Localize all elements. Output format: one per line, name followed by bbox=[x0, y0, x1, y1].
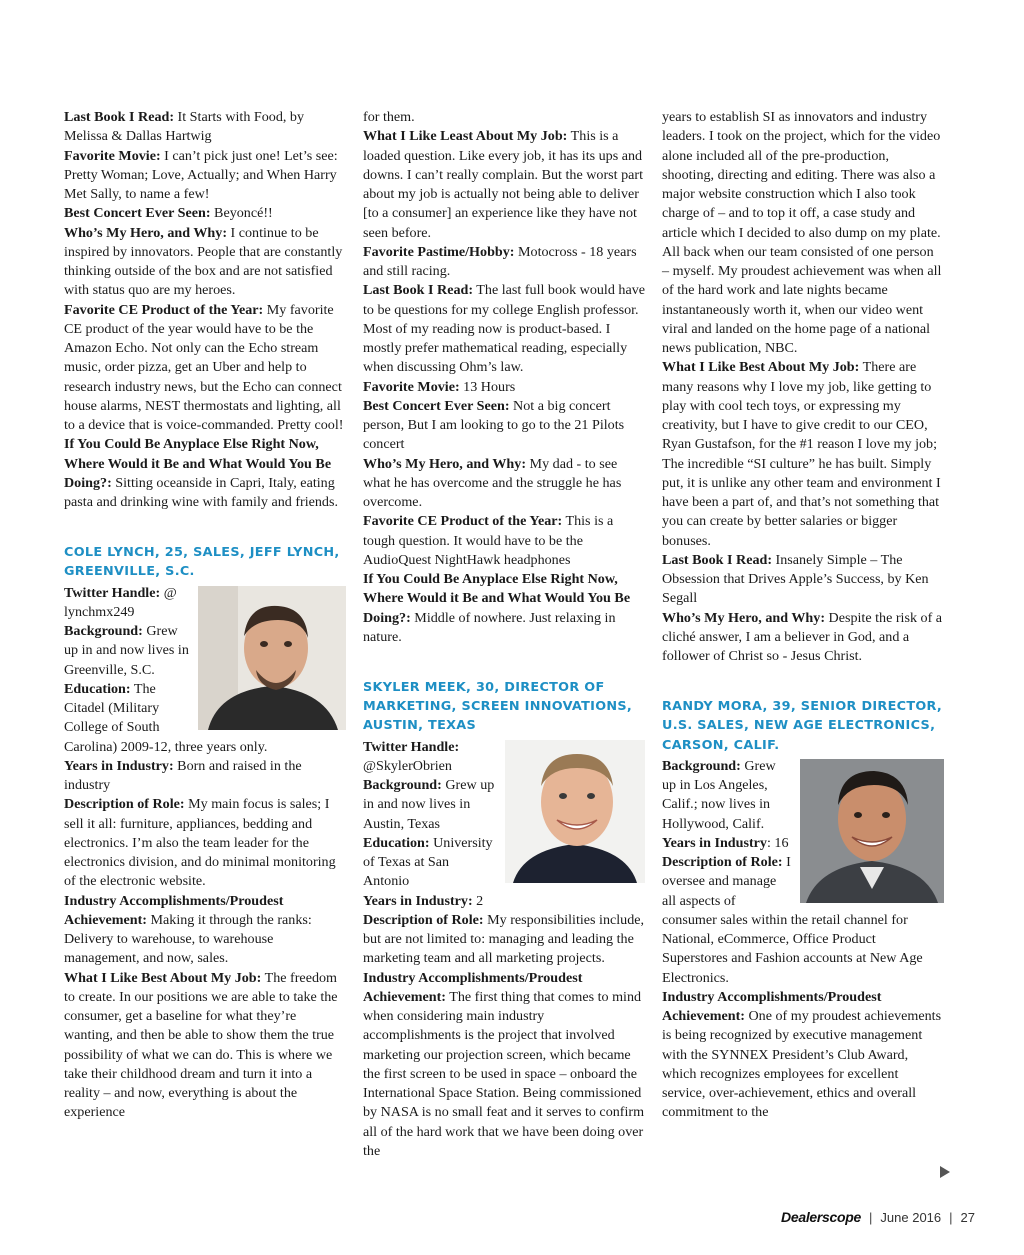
profile-photo-randy-mora bbox=[800, 759, 944, 903]
qa-item: If You Could Be Anyplace Else Right Now, Where Would it Be and What Would You Be Doing?: Middle of nowhere. Just relaxing in nature. bbox=[363, 571, 631, 645]
qa-item: Who’s My Hero, and Why: Despite the risk of a cliché answer, I am a believer in God, and a follower of Christ so - Jesus Christ. bbox=[662, 609, 943, 664]
profile-photo-skyler-meek bbox=[505, 740, 645, 883]
qa-item: for them. bbox=[363, 109, 415, 125]
qa-item: Background: Grew up in and now lives in Austin, Texas bbox=[363, 777, 495, 832]
qa-item: What I Like Best About My Job: There are many reasons why I love my job, like getting to play with cool tech toys, or expressing my creativity, but I have to give credit to our CEO, Ryan Gustafson, for the #1 reason I love my job; The incredible “SI culture” he has built. Simply put, it is unlike any other team and environment I have been a part of, and that’s not something that you can create by better salaries or bigger bonuses. bbox=[662, 359, 941, 549]
column-2 bbox=[363, 108, 645, 1161]
footer-separator: | bbox=[869, 1209, 873, 1225]
page-number: 27 bbox=[960, 1209, 975, 1225]
profile-top-section bbox=[64, 108, 346, 512]
continue-arrow-icon bbox=[940, 1166, 950, 1178]
qa-item: If You Could Be Anyplace Else Right Now, Where Would it Be and What Would You Be Doing?: Sitting oceanside in Capri, Italy, eating pasta and drinking wine with family and friends. bbox=[64, 436, 338, 510]
qa-item: Who’s My Hero, and Why: I continue to be inspired by innovators. People that are constantly thinking outside of the box and are not satisfied with status quo are my heroes. bbox=[64, 224, 343, 299]
qa-item: Twitter Handle: @SkylerObrien bbox=[363, 738, 460, 774]
qa-item: Education: University of Texas at San Antonio bbox=[363, 834, 493, 890]
qa-item: Favorite Movie: I can’t pick just one! Let’s see: Pretty Woman; Love, Actually; and When Harry Met Sally, to name a few! bbox=[64, 147, 338, 202]
qa-item: Background: Grew up in and now lives in Greenville, S.C. bbox=[64, 623, 189, 678]
qa-item: Last Book I Read: The last full book would have to be questions for my college English professor. Most of my reading now is product-based. I mostly prefer mathematical reading, especially when discussing Ohm’s law. bbox=[363, 282, 645, 376]
profile-heading: RANDY MORA, 39, SENIOR DIRECTOR, U.S. SALES, NEW AGE ELECTRONICS, CARSON, CALIF. bbox=[662, 699, 943, 753]
qa-item: Years in Industry: 16 bbox=[662, 834, 789, 851]
profile-photo-cole-lynch bbox=[198, 586, 346, 730]
profile-heading: SKYLER MEEK, 30, DIRECTOR OF MARKETING, SCREEN INNOVATIONS, AUSTIN, TEXAS bbox=[363, 680, 633, 734]
column-3 bbox=[662, 108, 944, 1123]
qa-item: Favorite Pastime/Hobby: Motocross - 18 years and still racing. bbox=[363, 243, 637, 279]
qa-item: Best Concert Ever Seen: Beyoncé!! bbox=[64, 205, 273, 222]
qa-item: Favorite Movie: 13 Hours bbox=[363, 378, 516, 395]
qa-item: Background: Grew up in Los Angeles, Calif.; now lives in Hollywood, Calif. bbox=[662, 757, 776, 832]
qa-item: years to establish SI as innovators and industry leaders. I took on the project, which for the video alone included all of the pre-production, shooting, directing and editing. There was also a major website construction which I also took charge of – and to top it off, a case study and article which I decided to also dump on my plate. All back when our team consisted of one person – myself. My proudest achievement was when all of the hard work and late nights became instantaneously worth it, when our video went viral and landed on the home page of a national news publication, NBC. bbox=[662, 109, 942, 356]
qa-item: What I Like Best About My Job: The freedom to create. In our positions we are able to take the consumer, get a baseline for what they’re wanting, and then be able to show them the true possibility of what we can do. This is where we take their childhood dream and turn it into a reality – and now, everything is about the experience bbox=[64, 969, 338, 1121]
qa-item: Description of Role: My main focus is sales; I sell it all: furniture, appliances, bedding and electronics. I’m also the team leader for the electronics division, and do minimal monitoring of the electronic website. bbox=[64, 796, 336, 890]
publication-logo: Dealerscope bbox=[781, 1209, 862, 1225]
qa-item: What I Like Least About My Job: This is a loaded question. Like every job, it has its ups and downs. I can’t really complain. But the worst part about my job is actually not being able to deliver [to a consumer] an experience like they have not seen before. bbox=[363, 128, 643, 241]
profile-top-section bbox=[363, 108, 645, 647]
qa-item: Who’s My Hero, and Why: My dad - to see what he has overcome and the struggle he has overcome. bbox=[363, 455, 622, 510]
qa-item: Last Book I Read: Insanely Simple – The Obsession that Drives Apple’s Success, by Ken Segall bbox=[662, 551, 929, 607]
qa-item: Best Concert Ever Seen: Not a big concert person, But I am looking to go to the 21 Pilots concert bbox=[363, 397, 625, 453]
qa-item: Industry Accomplishments/Proudest Achievement: The first thing that comes to mind when considering main industry accomplishments is the project that involved marketing our projection screen, which became the first screen to be used in space – onboard the International Space Station. Being commissioned by NASA is no small feat and it serves to confirm all of the hard work that we have been doing over the bbox=[363, 969, 645, 1159]
qa-item: Industry Accomplishments/Proudest Achievement: One of my proudest achievements is being recognized by executive management with the SYNNEX President’s Club Award, which recognizes employees for excellent service, over-achievement, ethics and overall commitment to the bbox=[662, 988, 942, 1121]
qa-item: Last Book I Read: It Starts with Food, by Melissa & Dallas Hartwig bbox=[64, 109, 305, 145]
column-1 bbox=[64, 108, 346, 1123]
page-footer bbox=[781, 1209, 975, 1225]
qa-item: Favorite CE Product of the Year: This is a tough question. It would have to be the AudioQuest NightHawk headphones bbox=[363, 513, 614, 568]
qa-item: Years in Industry: Born and raised in the industry bbox=[64, 757, 302, 794]
qa-item: Education: The Citadel (Military College of South Carolina) 2009-12, three years only. bbox=[64, 680, 268, 755]
qa-item: Description of Role: I oversee and manage all aspects of consumer sales within the retail channel for National, eCommerce, Office Product Superstores and Fashion accounts at New Age Electronics. bbox=[662, 854, 923, 986]
qa-item: Description of Role: My responsibilities include, but are not limited to: managing and leading the marketing team and all marketing projects. bbox=[363, 911, 645, 967]
qa-item: Favorite CE Product of the Year: My favorite CE product of the year would have to be the Amazon Echo. Not only can the Echo stream music, order pizza, get an Uber and help to research industry news, but the Echo can connect house alarms, NEST thermostats and lighting, all to a device that is voice-commanded. Pretty cool! bbox=[64, 301, 344, 433]
footer-separator: | bbox=[949, 1209, 953, 1225]
profile-top-section bbox=[662, 108, 944, 666]
issue-date: June 2016 bbox=[880, 1209, 942, 1225]
profile-heading: COLE LYNCH, 25, SALES, JEFF LYNCH, GREENVILLE, S.C. bbox=[64, 545, 340, 580]
qa-item: Years in Industry: 2 bbox=[363, 892, 484, 909]
qa-item: Industry Accomplishments/Proudest Achievement: Making it through the ranks: Delivery to warehouse, to warehouse management, and now, sales. bbox=[64, 892, 312, 967]
qa-item: Twitter Handle: @ lynchmx249 bbox=[64, 584, 177, 620]
